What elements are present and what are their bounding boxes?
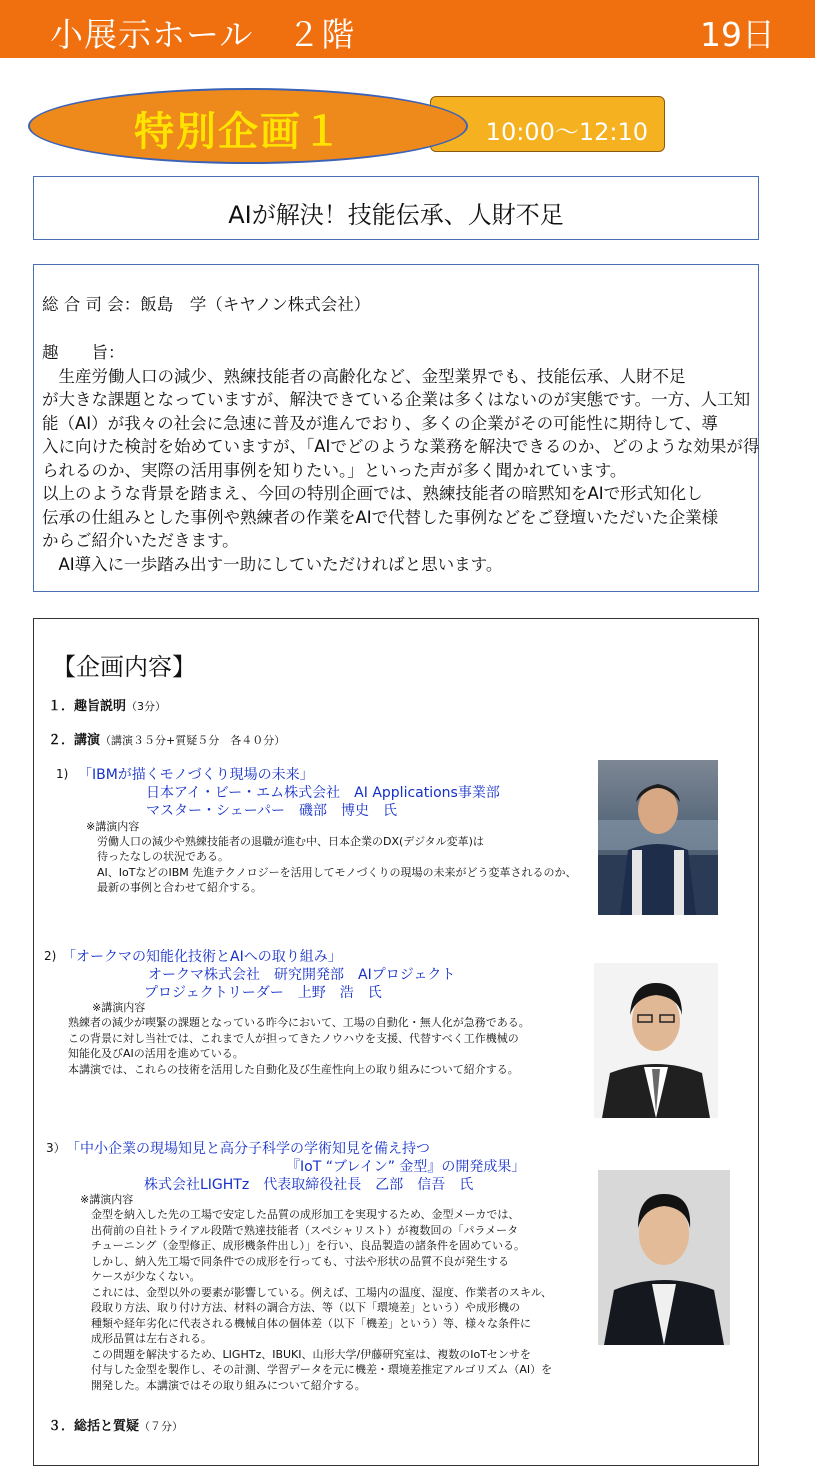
plan-item-2 bbox=[48, 729, 285, 748]
session-title: 特別企画１ bbox=[134, 109, 344, 155]
purpose-line: が大きな課題となっていますが、解決できている企業は多くはないのが実態です。一方、人工知 bbox=[42, 390, 751, 409]
talk-body-line: 種類や経年劣化に代表される機械自体の個体差（以下「機差」という）等、様々な条件に bbox=[80, 1317, 531, 1330]
purpose-line: 能（AI）が我々の社会に急速に普及が進んでおり、多くの企業がその可能性に期待して、導 bbox=[42, 414, 718, 433]
talk-org: 日本アイ・ビー・エム株式会社 AI Applications事業部 bbox=[146, 785, 500, 801]
talk-body-line: これには、金型以外の要素が影響している。例えば、工場内の温度、湿度、作業者のスキル、 bbox=[80, 1286, 553, 1299]
talk-body-line: チューニング（金型修正、成形機条件出し）」を行い、良品製造の諸条件を固めている。 bbox=[80, 1239, 525, 1252]
speaker-photo bbox=[594, 963, 718, 1118]
talk-body-line: 成形品質は左右される。 bbox=[80, 1332, 212, 1345]
talk-org: オークマ株式会社 研究開発部 AIプロジェクト bbox=[148, 967, 456, 983]
purpose-line: AI導入に一歩踏み出す一助にしていただければと思います。 bbox=[42, 555, 503, 574]
talk-body-line: ※講演内容 bbox=[86, 820, 140, 833]
plan-item-label: ３．総括と質疑 bbox=[48, 1419, 140, 1434]
plan-item-note: （講演３５分+質疑５分 各４０分） bbox=[100, 734, 286, 747]
talk-body-line: 本講演では、これらの技術を活用した自動化及び生産性向上の取り組みについて紹介する。 bbox=[68, 1063, 519, 1076]
purpose-line: 伝承の仕組みとした事例や熟練者の作業をAIで代替した事例などをご登壇いただいた企業様 bbox=[42, 508, 719, 527]
talk-body-line: ケースが少なくない。 bbox=[80, 1270, 201, 1283]
speaker-photo bbox=[598, 1170, 730, 1345]
talk-body-line: 付与した金型を製作し、その計測、学習データを元に機差・環境差推定アルゴリズム（AI）を bbox=[80, 1363, 553, 1376]
session-time: 10:00～12:10 bbox=[485, 118, 648, 146]
talk-title: 「IBMが描くモノづくり現場の未来」 bbox=[78, 767, 314, 783]
purpose-line: られるのか、実際の活用事例を知りたい。」といった声が多く聞かれています。 bbox=[42, 461, 627, 480]
talk-body-line: 最新の事例と合わせて紹介する。 bbox=[86, 881, 262, 894]
topic-title: AIが解決！技能伝承、人財不足 bbox=[228, 201, 564, 229]
talk-body-line: 金型を納入した先の工場で安定した品質の成形加工を実現するため、金型メーカでは、 bbox=[80, 1208, 520, 1221]
plan-item-note: （3分） bbox=[126, 700, 167, 713]
purpose-label: 趣 旨： bbox=[42, 343, 125, 362]
talk-body-line: 待ったなしの状況である。 bbox=[86, 850, 229, 863]
talk-body-line: しかし、納入先工場で同条件での成形を行っても、寸法や形状の品質不良が発生する bbox=[80, 1255, 509, 1268]
day-label: 19日 bbox=[700, 15, 775, 54]
plan-item-1 bbox=[48, 695, 166, 714]
talk-number: 3） bbox=[46, 1141, 66, 1155]
plan-item-label: １．趣旨説明 bbox=[48, 699, 127, 714]
talk-body-line: 労働人口の減少や熟練技能者の退職が進む中、日本企業のDX(デジタル変革)は bbox=[86, 835, 484, 848]
talk-speaker: プロジェクトリーダー 上野 浩 氏 bbox=[144, 985, 382, 1001]
plan-title: 【企画内容】 bbox=[52, 653, 196, 681]
talk-body-line: 熟練者の減少が喫緊の課題となっている昨今において、工場の自動化・無人化が急務である。 bbox=[68, 1016, 530, 1029]
talk-body-line: AI、IoTなどのIBM 先進テクノロジーを活用してモノづくりの現場の未来がどう変革されるのか、 bbox=[86, 866, 577, 879]
purpose-line: 以上のような背景を踏まえ、今回の特別企画では、熟練技能者の暗黙知をAIで形式知化し bbox=[42, 484, 703, 503]
talk-body-line: 知能化及びAIの活用を進めている。 bbox=[68, 1047, 244, 1060]
purpose-box bbox=[33, 264, 759, 592]
talk-speaker: マスター・シェーパー 磯部 博史 氏 bbox=[146, 803, 398, 819]
plan-item-note: （７分） bbox=[139, 1420, 184, 1433]
master-of-ceremonies: 総 合 司 会：飯島 学（キヤノン株式会社） bbox=[42, 295, 371, 314]
purpose-line: 入に向けた検討を始めていますが、「AIでどのような業務を解決できるのか、どのような効果が得 bbox=[42, 437, 760, 456]
plan-item-3 bbox=[48, 1415, 183, 1434]
talk-body-line: この背景に対し当社では、これまで人が担ってきたノウハウを支援、代替すべく工作機械の bbox=[68, 1032, 519, 1045]
talk-body-line: ※講演内容 bbox=[80, 1193, 134, 1206]
purpose-line: 生産労働人口の減少、熟練技能者の高齢化など、金型業界でも、技能伝承、人財不足 bbox=[42, 367, 686, 386]
talk-title-2: 『IoT “ブレイン” 金型』の開発成果」 bbox=[286, 1159, 526, 1175]
talk-title: 「オークマの知能化技術とAIへの取り組み」 bbox=[62, 949, 342, 965]
talk-body-line: 出荷前の自社トライアル段階で熟達技能者（スペシャリスト）が複数回の「パラメータ bbox=[80, 1224, 519, 1237]
talk-title: 「中小企業の現場知見と高分子科学の学術知見を備え持つ bbox=[66, 1141, 430, 1157]
talk-body-line: 段取り方法、取り付け方法、材料の調合方法、等（以下「環境差」という）や成形機の bbox=[80, 1301, 520, 1314]
header-bar bbox=[0, 0, 815, 58]
talk-number: 1) bbox=[56, 767, 69, 781]
talk-org: 株式会社LIGHTz 代表取締役社長 乙部 信吾 氏 bbox=[144, 1177, 474, 1193]
speaker-photo bbox=[598, 760, 718, 915]
hall-name: 小展示ホール ２階 bbox=[50, 15, 356, 54]
talk-body-line: ※講演内容 bbox=[92, 1001, 146, 1014]
talk-body-line: 開発した。本講演ではその取り組みについて紹介する。 bbox=[80, 1379, 366, 1392]
purpose-line: からご紹介いただきます。 bbox=[42, 531, 239, 550]
plan-item-label: ２．講演 bbox=[48, 733, 101, 748]
talk-number: 2) bbox=[44, 949, 57, 963]
topic-box bbox=[33, 176, 759, 240]
talk-body-line: この問題を解決するため、LIGHTz、IBUKI、山形大学/伊藤研究室は、複数のIoTセンサを bbox=[80, 1348, 531, 1361]
